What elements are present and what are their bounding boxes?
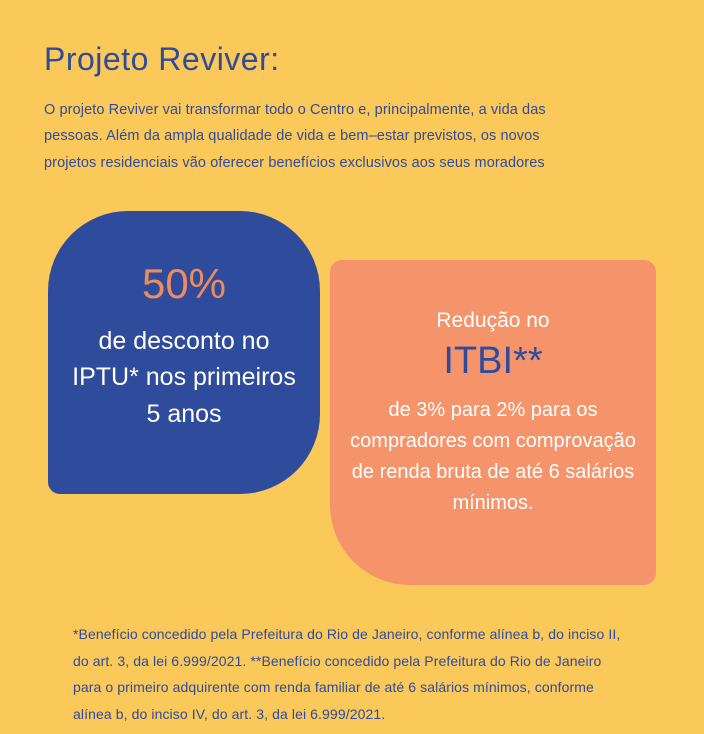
benefit-card-itbi bbox=[330, 260, 656, 585]
iptu-description: de desconto no IPTU* nos primeiros 5 anos bbox=[72, 327, 296, 428]
footnotes: *Benefício concedido pela Prefeitura do Rio de Janeiro, conforme alínea b, do inciso II, do art. 3, da lei 6.999/2021. **Benefício concedido pela Prefeitura do Rio de Janeiro para o primeiro adquirente com renda familiar de até 6 salários mínimos, conforme alínea b, do inciso IV, do art. 3, da lei 6.999/2021. bbox=[73, 626, 621, 722]
intro-paragraph: O projeto Reviver vai transformar todo o Centro e, principalmente, a vida das pessoas. Além da ampla qualidade de vida e bem–estar previstos, os novos projetos residenciais vão oferecer benefícios exclusivos aos seus moradores bbox=[44, 101, 546, 172]
page-title: Projeto Reviver: bbox=[44, 41, 280, 78]
iptu-discount-percent: 50% bbox=[141, 260, 227, 307]
itbi-lead-text: Redução no bbox=[436, 309, 550, 332]
itbi-headline: ITBI** bbox=[443, 340, 543, 383]
itbi-description: de 3% para 2% para os compradores com comprovação de renda bruta de até 6 salários mínimos. bbox=[350, 398, 636, 514]
benefit-card-iptu bbox=[48, 211, 320, 494]
